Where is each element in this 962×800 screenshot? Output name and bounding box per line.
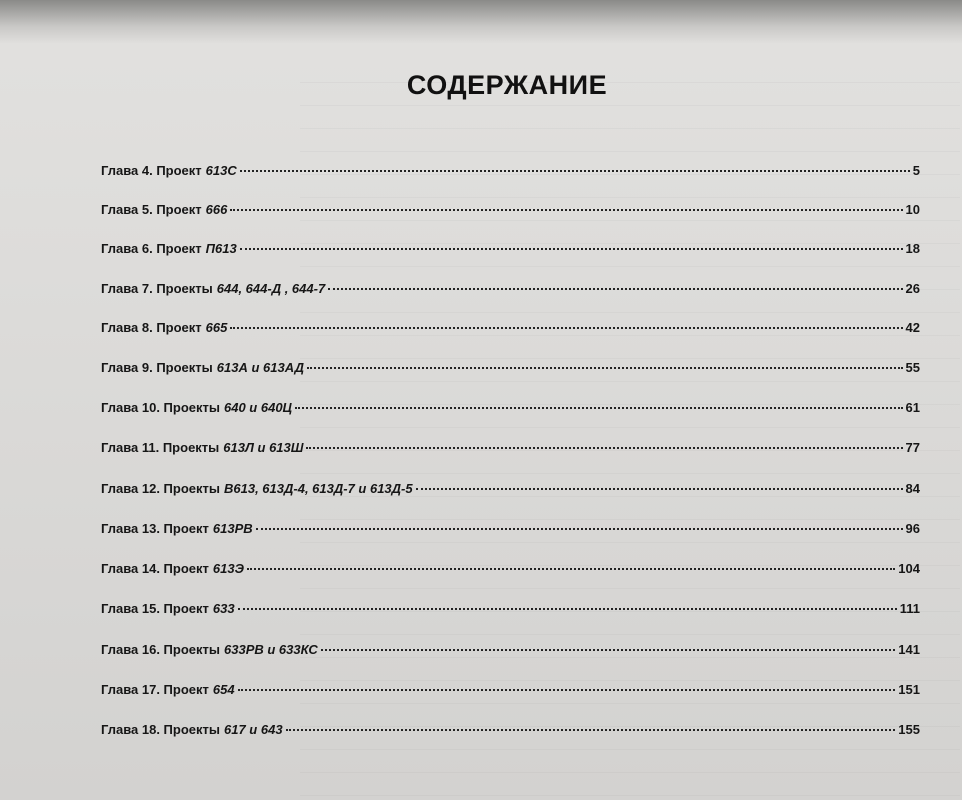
page-binding-shadow [0,0,962,44]
toc-page-number: 141 [898,642,920,657]
toc-entry[interactable] [101,561,920,579]
toc-project-name: В613, 613Д-4, 613Д-7 и 613Д-5 [224,481,413,496]
toc-entry[interactable] [101,320,920,338]
toc-project-name: 613РВ [212,521,253,536]
toc-project-name: 644, 644-Д , 644-7 [216,281,326,296]
toc-page-number: 155 [898,722,920,737]
toc-project-name: 640 и 640Ц [224,400,293,415]
toc-entry[interactable] [101,400,920,418]
toc-project-name: 654 [212,682,235,697]
toc-dot-leader [247,568,895,570]
toc-entry[interactable] [101,241,920,259]
toc-chapter-label: Глава 9. Проекты [101,360,213,375]
toc-dot-leader [295,407,903,409]
toc-project-name: 665 [205,320,228,335]
toc-dot-leader [321,649,895,651]
toc-dot-leader [230,209,902,211]
toc-dot-leader [238,689,896,691]
toc-page-number: 84 [905,481,920,496]
toc-entry[interactable] [101,202,920,220]
toc-project-name: 613Л и 613Ш [223,440,304,455]
toc-chapter-label: Глава 8. Проект [101,320,202,335]
toc-entry[interactable] [101,521,920,539]
toc-dot-leader [328,288,902,290]
toc-chapter-label: Глава 7. Проекты [101,281,213,296]
toc-dot-leader [286,729,896,731]
toc-page-number: 18 [905,241,920,256]
toc-dot-leader [230,327,902,329]
toc-entry[interactable] [101,281,920,299]
toc-entry[interactable] [101,360,920,378]
toc-chapter-label: Глава 11. Проекты [101,440,220,455]
page-title: СОДЕРЖАНИЕ [406,70,608,100]
toc-project-name: 633 [212,601,235,616]
toc-page-number: 61 [905,400,920,415]
toc-entry[interactable] [101,722,920,740]
toc-chapter-label: Глава 4. Проект [101,163,202,178]
toc-chapter-label: Глава 15. Проект [101,601,209,616]
toc-project-name: 613С [205,163,237,178]
toc-page-number: 26 [905,281,920,296]
toc-dot-leader [416,488,903,490]
toc-entry[interactable] [101,440,920,458]
toc-page-number: 10 [905,202,920,217]
toc-entry[interactable] [101,601,920,619]
toc-chapter-label: Глава 13. Проект [101,521,209,536]
toc-dot-leader [240,170,910,172]
toc-chapter-label: Глава 10. Проекты [101,400,220,415]
toc-page-number: 5 [912,163,920,178]
toc-chapter-label: Глава 14. Проект [101,561,209,576]
toc-page-number: 77 [905,440,920,455]
toc-chapter-label: Глава 5. Проект [101,202,202,217]
toc-project-name: П613 [205,241,237,256]
toc-dot-leader [306,447,902,449]
toc-chapter-label: Глава 6. Проект [101,241,202,256]
toc-page-number: 111 [899,601,920,616]
toc-chapter-label: Глава 16. Проекты [101,642,220,657]
toc-project-name: 613Э [212,561,244,576]
toc-project-name: 666 [205,202,228,217]
toc-page-number: 42 [905,320,920,335]
toc-entry[interactable] [101,481,920,499]
toc-page-number: 55 [905,360,920,375]
toc-page-number: 104 [898,561,920,576]
toc-page-number: 96 [905,521,920,536]
toc-project-name: 613А и 613АД [216,360,304,375]
toc-page-number: 151 [898,682,920,697]
toc-chapter-label: Глава 17. Проект [101,682,209,697]
toc-entry[interactable] [101,163,920,181]
toc-dot-leader [240,248,903,250]
toc-dot-leader [256,528,903,530]
toc-dot-leader [238,608,897,610]
toc-project-name: 633РВ и 633КС [224,642,318,657]
toc-entry[interactable] [101,642,920,660]
toc-chapter-label: Глава 12. Проекты [101,481,220,496]
toc-dot-leader [307,367,903,369]
toc-project-name: 617 и 643 [224,722,283,737]
toc-chapter-label: Глава 18. Проекты [101,722,220,737]
toc-entry[interactable] [101,682,920,700]
